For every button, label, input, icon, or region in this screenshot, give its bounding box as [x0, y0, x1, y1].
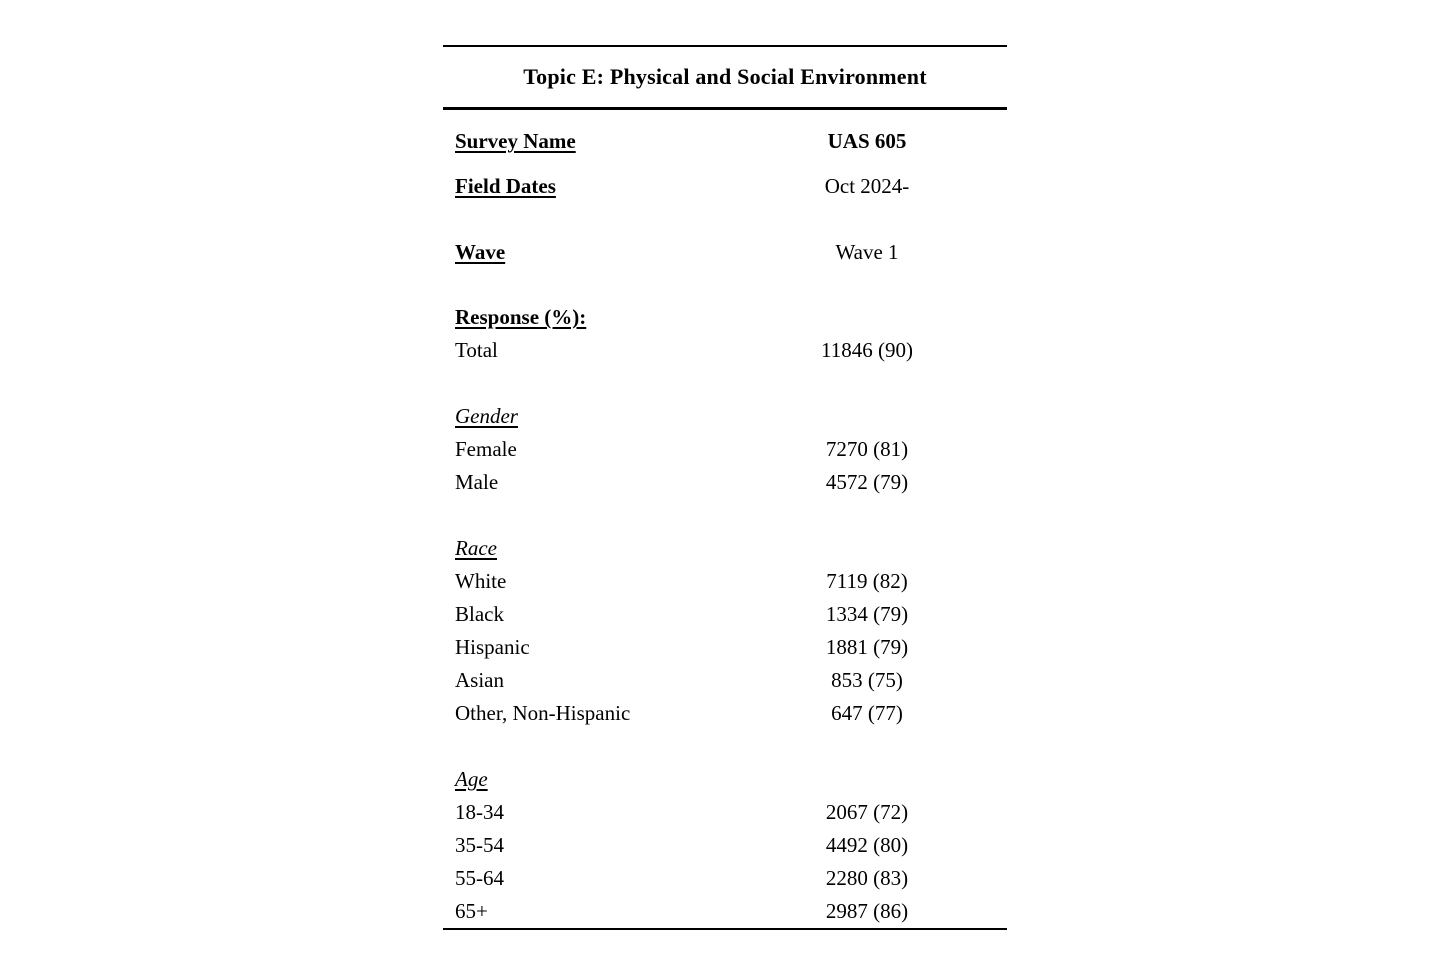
section-header-row-race — [443, 532, 1007, 565]
bottom-rule — [443, 928, 1007, 930]
age-35-54-value: 4492 (80) — [825, 833, 909, 857]
survey-name-label: Survey Name — [455, 129, 576, 153]
hispanic-label: Hispanic — [455, 635, 530, 659]
gender-section-header: Gender — [455, 404, 518, 428]
female-value: 7270 (81) — [825, 437, 909, 461]
black-label: Black — [455, 602, 504, 626]
age-18-34-value: 2067 (72) — [825, 800, 909, 824]
hispanic-value: 1881 (79) — [825, 635, 909, 659]
age-55-64-label: 55-64 — [455, 866, 504, 890]
other-non-hispanic-label: Other, Non-Hispanic — [455, 701, 631, 725]
data-row-age-65-plus — [443, 895, 1007, 928]
age-65-plus-value: 2987 (86) — [825, 899, 909, 923]
total-value: 11846 (90) — [821, 338, 913, 362]
field-row-survey-name — [443, 125, 1007, 158]
race-section-header: Race — [455, 536, 497, 560]
data-row-black — [443, 598, 1007, 631]
data-row-age-35-54 — [443, 829, 1007, 862]
data-row-asian — [443, 664, 1007, 697]
age-35-54-label: 35-54 — [455, 833, 504, 857]
wave-label: Wave — [455, 240, 506, 264]
age-18-34-label: 18-34 — [455, 800, 504, 824]
age-55-64-value: 2280 (83) — [825, 866, 909, 890]
other-non-hispanic-value: 647 (77) — [831, 701, 903, 725]
data-row-female — [443, 433, 1007, 466]
total-label: Total — [455, 338, 498, 362]
field-row-field-dates — [443, 170, 1007, 203]
asian-label: Asian — [455, 668, 504, 692]
data-row-white — [443, 565, 1007, 598]
survey-name-value: UAS 605 — [827, 129, 907, 153]
data-row-age-18-34 — [443, 796, 1007, 829]
black-value: 1334 (79) — [825, 602, 909, 626]
field-row-wave — [443, 236, 1007, 269]
male-value: 4572 (79) — [825, 470, 909, 494]
response-header-row — [443, 301, 1007, 334]
data-row-age-55-64 — [443, 862, 1007, 895]
title-rule — [443, 107, 1007, 110]
section-header-row-age — [443, 763, 1007, 796]
white-label: White — [455, 569, 507, 593]
wave-value: Wave 1 — [835, 240, 899, 264]
survey-summary-table — [443, 0, 1007, 930]
female-label: Female — [455, 437, 517, 461]
age-section-header: Age — [455, 767, 488, 791]
white-value: 7119 (82) — [826, 569, 908, 593]
data-row-hispanic — [443, 631, 1007, 664]
male-label: Male — [455, 470, 499, 494]
age-65-plus-label: 65+ — [455, 899, 488, 923]
asian-value: 853 (75) — [831, 668, 903, 692]
field-dates-value: Oct 2024- — [824, 174, 910, 198]
total-row — [443, 334, 1007, 367]
section-header-row-gender — [443, 400, 1007, 433]
response-header: Response (%): — [455, 305, 587, 329]
field-dates-label: Field Dates — [455, 174, 556, 198]
data-row-male — [443, 466, 1007, 499]
table-title: Topic E: Physical and Social Environment — [523, 64, 927, 89]
data-row-other-non-hispanic — [443, 697, 1007, 730]
